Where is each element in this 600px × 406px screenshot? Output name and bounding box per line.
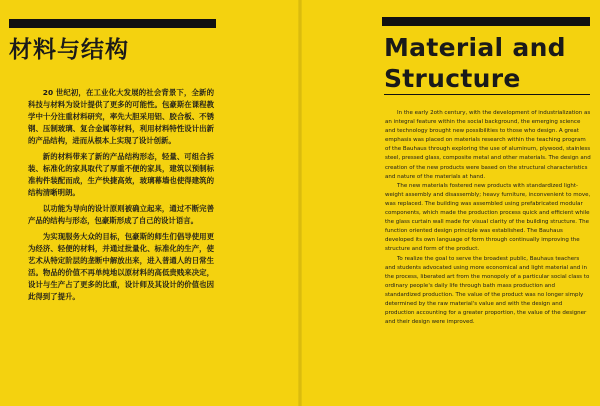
- chinese-title: 材料与结构: [9, 37, 129, 63]
- english-paragraph-1: In the early 2oth century, with the development of industrialization as an integral feature within the social background, the emerging science and technology brought new possibilities to those who design. A great emphasis was placed on materials research within the teaching program of the Bauhaus through exploring the use of aluminum, plywood, stainless steel, pressed glass, composite metal and other materials. The design and creation of the new products were based on the structural characteristics and nature of the materials at hand.: [385, 110, 591, 180]
- chinese-body: [28, 87, 214, 307]
- chinese-paragraph-3: 以功能为导向的设计原则被确立起来，通过不断完善产品的结构与形态，包豪斯形成了自己的设计语言。: [28, 204, 214, 226]
- title-underline: [384, 94, 590, 95]
- english-body: [385, 109, 591, 327]
- chinese-paragraph-4: 为实现服务大众的目标，包豪斯的师生们倡导使用更为经济、轻便的材料，并通过批量化、标准化的生产，使艺术从特定阶层的垄断中解放出来，进入普通人的日常生活。物品的价值不再单纯地以原材料的高低贵贱来决定，设计与生产占了更多的比重，设计师及其设计的价值也因此得到了提升。: [28, 232, 214, 301]
- chinese-paragraph-2: 新的材料带来了新的产品结构形态，轻量、可组合拆装、标准化的家具取代了厚重不便的家具，建筑以预制标准构件装配而成，生产快捷高效，玻璃幕墙也使得建筑的结构清晰明朗。: [28, 152, 214, 197]
- english-title: Material and Structure: [384, 33, 566, 93]
- english-paragraph-2: The new materials fostered new products with standardized light-weight assembly and disassembly; heavy furniture, inconvenient to move, was replaced. The building was assembled using prefabricated modular components, which made the production process quick and efficient while the glass curtain wall made for visual clarity of the building structure. The function oriented design principle was established. The Bauhaus developed its own language of form through continually improving the structure and form of the product.: [385, 182, 591, 253]
- english-paragraph-3: To realize the goal to serve the broadest public, Bauhaus teachers and students advocated using more economical and light material and in the process, liberated art from the monopoly of a particular social class to ordinary people's daily life through bath mass production and standardized production. The value of the product was no longer simply determined by the raw material's value and with the design and production accounting for a greater proportion, the value of the designer and their design were improved.: [385, 255, 590, 326]
- right-page: [300, 0, 600, 406]
- chinese-paragraph-1: 20 世纪初，在工业化大发展的社会背景下，全新的科技与材料为设计提供了更多的可能性。包豪斯在课程教学中十分注重材料研究，率先大胆采用铝、胶合板、不锈钢、压制玻璃、复合金属等材料，利用材料特性设计出新的产品结构，进而从根本上实现了设计创新。: [28, 88, 214, 145]
- right-header-bar: [382, 17, 590, 26]
- left-header-bar: [9, 19, 216, 28]
